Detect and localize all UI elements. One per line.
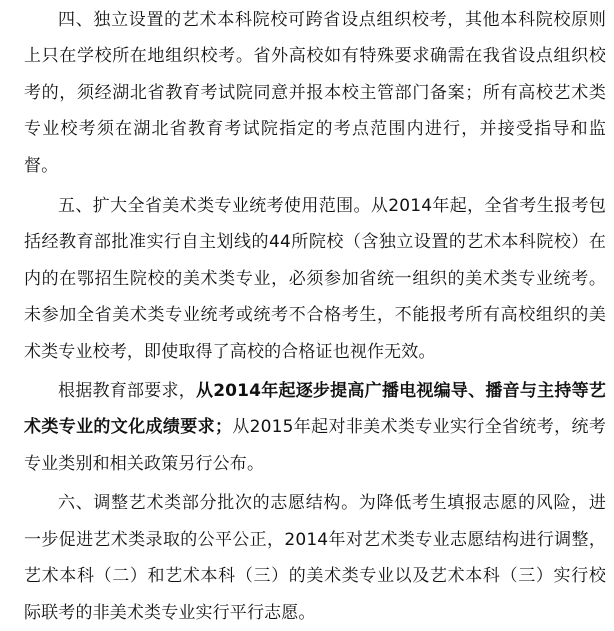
paragraph-lead-text: 根据教育部要求，: [58, 381, 196, 402]
paragraph-volunteer-structure: 六、调整艺术类部分批次的志愿结构。为降低考生填报志愿的风险，进一步促进艺术类录取的公平公正，2014年对艺术类专业志愿结构进行调整，艺术本科（二）和艺术本科（三）的美术类专业以及艺术本科（三）实行校际联考的非美术类专业实行平行志愿。: [24, 493, 606, 623]
paragraph-fine-arts-unified-exam: 五、扩大全省美术类专业统考使用范围。从2014年起，全省考生报考包括经教育部批准实行自主划线的44所院校（含独立设置的艺术本科院校）在内的在鄂招生院校的美术类专业，必须参加省统一组织的美术类专业统考。未参加全省美术类专业统考或统考不合格考生，不能报考所有高校组织的美术类专业校考，即使取得了高校的合格证也视作无效。: [24, 196, 606, 362]
paragraph-cultural-score-requirements: [24, 373, 606, 482]
paragraph-tail-text: 从2015年起对非美术类专业实行全省统考，统考专业类别和相关政策另行公布。: [24, 417, 606, 474]
paragraph-art-college-exams: 四、独立设置的艺术本科院校可跨省设点组织校考，其他本科院校原则上只在学校所在地组织校考。省外高校如有特殊要求确需在我省设点组织校考的，须经湖北省教育考试院同意并报本校主管部门备案；所有高校艺术类专业校考须在湖北省教育考试院指定的考点范围内进行，并接受指导和监督。: [24, 10, 606, 176]
bold-emphasis-text: 从2014年起逐步提高广播电视编导、播音与主持等艺术类专业的文化成绩要求；: [24, 381, 606, 438]
